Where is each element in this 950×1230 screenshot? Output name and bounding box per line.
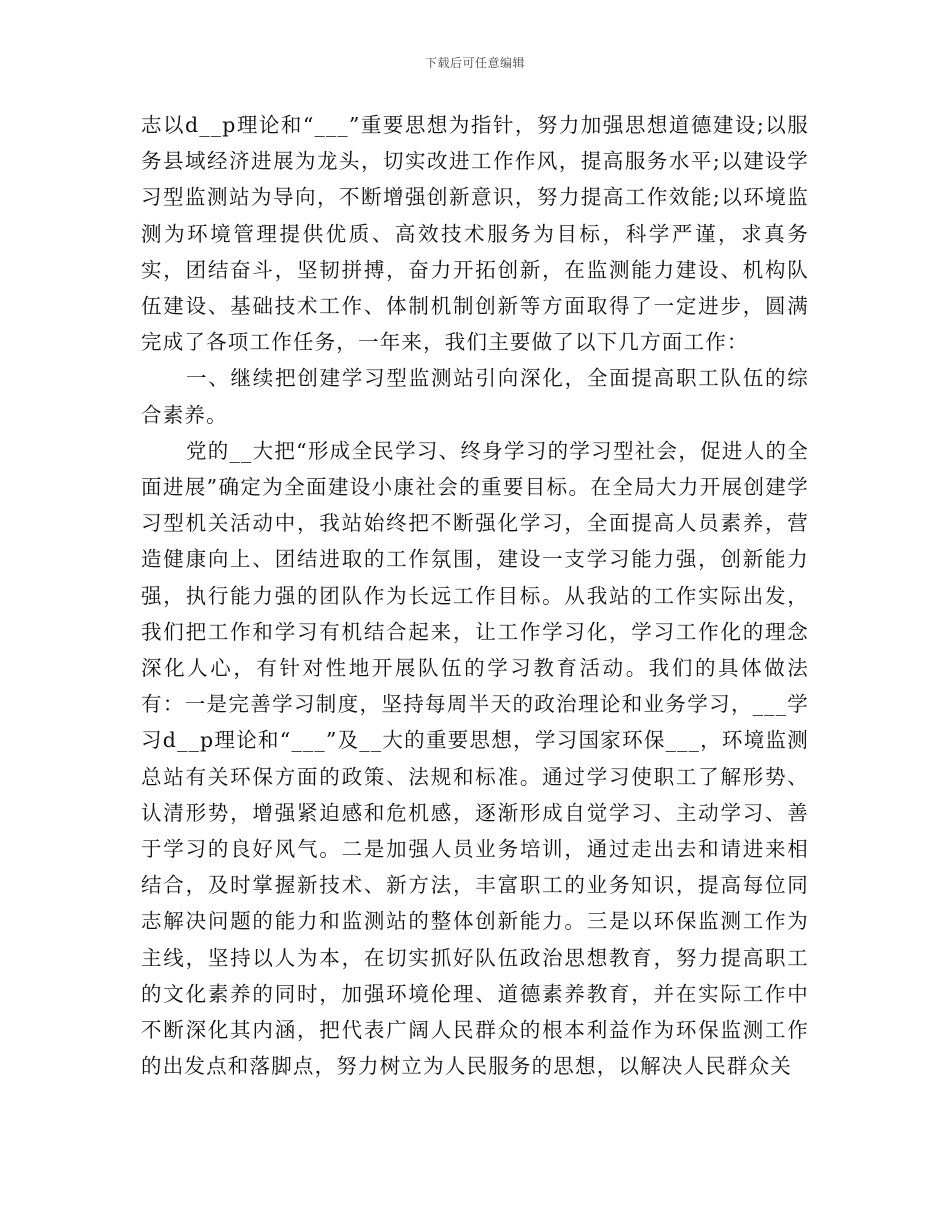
paragraph-section-1: 党的__大把“形成全民学习、终身学习的学习型社会，促进人的全面进展”确定为全面建设小康社会的重要目标。在全局大力开展创建学习型机关活动中，我站始终把不断强化学习，全面提高人员素养，营造健康向上、团结进取的工作氛围，建设一支学习能力强，创新能力强，执行能力强的团队作为长远工作目标。从我站的工作实际出发，我们把工作和学习有机结合起来，让工作学习化，学习工作化的理念深化人心，有针对性地开展队伍的学习教育活动。我们的具体做法有：一是完善学习制度，坚持每周半天的政治理论和业务学习，___学习d__p理论和“___”及__大的重要思想，学习国家环保___，环境监测总站有关环保方面的政策、法规和标准。通过学习使职工了解形势、认清形势，增强紧迫感和危机感，逐渐形成自觉学习、主动学习、善于学习的良好风气。二是加强人员业务培训，通过走出去和请进来相结合，及时掌握新技术、新方法，丰富职工的业务知识，提高每位同志解决问题的能力和监测站的整体创新能力。三是以环保监测工作为主线，坚持以人为本，在切实抓好队伍政治思想教育，努力提高职工的文化素养的同时，加强环境伦理、道德素养教育，并在实际工作中不断深化其内涵，把代表广阔人民群众的根本利益作为环保监测工作的出发点和落脚点，努力树立为人民服务的思想，以解决人民群众关 xyxy=(141,438,809,1079)
paragraph-intro: 志以d__p理论和“___”重要思想为指针，努力加强思想道德建设;以服务县域经济进展为龙头，切实改进工作作风，提高服务水平;以建设学习型监测站为导向，不断增强创新意识，努力提高工作效能;以环境监测为环境管理提供优质、高效技术服务为目标，科学严谨，求真务实，团结奋斗，坚韧拼搏，奋力开拓创新，在监测能力建设、机构队伍建设、基础技术工作、体制机制创新等方面取得了一定进步，圆满完成了各项工作任务，一年来，我们主要做了以下几方面工作： xyxy=(141,113,809,355)
section-heading-1: 一、继续把创建学习型监测站引向深化，全面提高职工队伍的综合素养。 xyxy=(141,366,809,427)
page-header: 下载后可任意编辑 xyxy=(424,56,525,70)
document-body xyxy=(141,107,809,1084)
